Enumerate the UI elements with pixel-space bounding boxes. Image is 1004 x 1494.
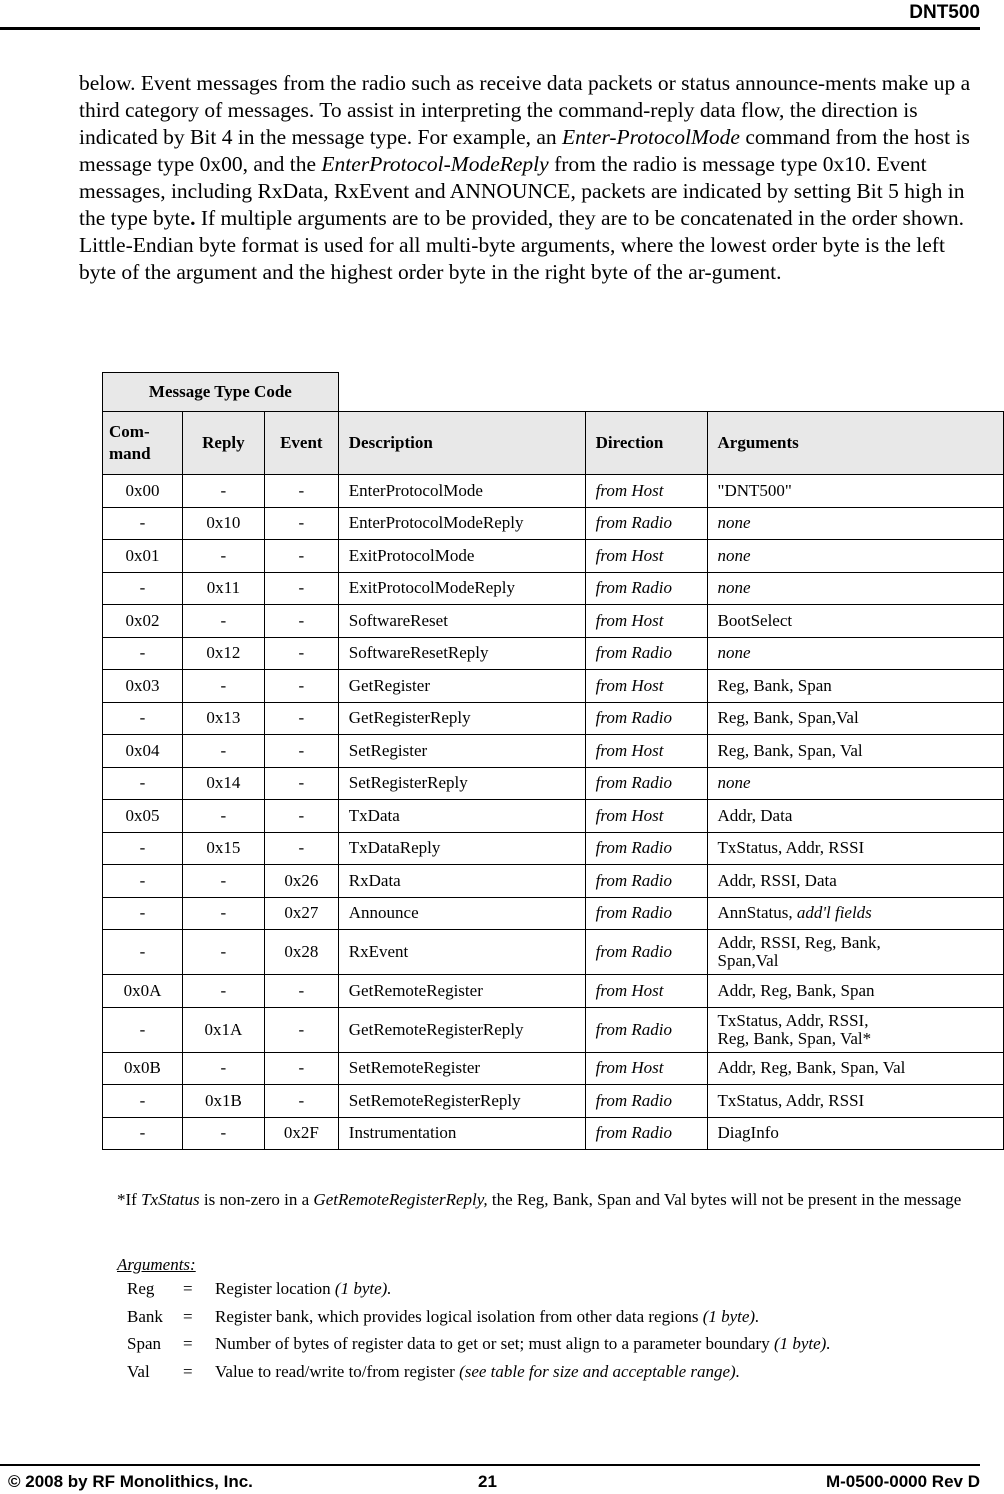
cell-command: - <box>103 702 183 735</box>
table-row <box>103 975 1004 1008</box>
cell-arguments: TxStatus, Addr, RSSI <box>707 1085 1003 1118</box>
cell-reply: - <box>182 975 264 1008</box>
cell-reply: - <box>182 1117 264 1150</box>
cell-direction: from Radio <box>585 507 707 540</box>
footer-divider <box>0 1464 980 1466</box>
cell-arguments: none <box>707 637 1003 670</box>
argument-row <box>117 1307 831 1335</box>
cell-description: EnterProtocolMode <box>338 475 585 508</box>
cell-reply: - <box>182 897 264 930</box>
argument-key: Span <box>127 1334 161 1353</box>
cell-event: - <box>264 572 338 605</box>
intro-text-2: command from the host is message type 0x00, and the <box>79 125 970 176</box>
col-arguments-header: Arguments <box>707 412 1003 475</box>
cell-description: GetRemoteRegister <box>338 975 585 1008</box>
cell-description: ExitProtocolModeReply <box>338 572 585 605</box>
cell-command: 0x00 <box>103 475 183 508</box>
cell-direction: from Host <box>585 735 707 768</box>
header-divider <box>0 27 980 30</box>
cell-event: - <box>264 975 338 1008</box>
cell-event: 0x28 <box>264 930 338 975</box>
argument-row <box>117 1334 831 1362</box>
cell-command: - <box>103 930 183 975</box>
cell-command: 0x02 <box>103 605 183 638</box>
footer-copyright: © 2008 by RF Monolithics, Inc. <box>8 1472 253 1491</box>
cell-description: SoftwareReset <box>338 605 585 638</box>
cell-direction: from Host <box>585 540 707 573</box>
cell-direction: from Host <box>585 670 707 703</box>
cell-description: Announce <box>338 897 585 930</box>
intro-text-1: below. Event messages from the radio such as receive data packets or status announce-ments make up a third category of messages. To assist in interpreting the command-reply data flow, the direction is indicated by Bit 4 in the message type. For example, an <box>79 71 971 149</box>
intro-bold-dot: . <box>190 206 196 230</box>
cell-arguments: none <box>707 572 1003 605</box>
intro-text-4: If multiple arguments are to be provided, they are to be concatenated in the order shown. Little-Endian byte format is used for all multi-byte arguments, where the lowest order byte is the left byte of the argument and the highest order byte in the right byte of the ar-gument. <box>79 206 964 284</box>
document-title: DNT500 <box>909 2 980 23</box>
cell-reply: 0x13 <box>182 702 264 735</box>
cell-description: EnterProtocolModeReply <box>338 507 585 540</box>
argument-row <box>117 1362 831 1390</box>
cell-reply: 0x15 <box>182 832 264 865</box>
cell-reply: 0x12 <box>182 637 264 670</box>
table-row <box>103 865 1004 898</box>
argument-description: Register bank, which provides logical isolation from other data regions (1 byte). <box>215 1306 760 1326</box>
cell-reply: - <box>182 1052 264 1085</box>
cell-description: GetRegister <box>338 670 585 703</box>
cell-reply: - <box>182 670 264 703</box>
table-row <box>103 1117 1004 1150</box>
argument-row <box>117 1279 831 1307</box>
cell-command: - <box>103 1007 183 1052</box>
cell-event: - <box>264 1007 338 1052</box>
cell-direction: from Radio <box>585 572 707 605</box>
argument-equals: = <box>183 1279 193 1298</box>
col-event-header: Event <box>264 412 338 475</box>
intro-paragraph <box>79 70 979 286</box>
cell-command: 0x05 <box>103 800 183 833</box>
cell-reply: - <box>182 735 264 768</box>
cell-command: - <box>103 865 183 898</box>
cell-reply: 0x1A <box>182 1007 264 1052</box>
cell-reply: - <box>182 800 264 833</box>
table-row <box>103 572 1004 605</box>
cell-command: - <box>103 637 183 670</box>
table-row <box>103 1052 1004 1085</box>
cell-description: TxData <box>338 800 585 833</box>
cell-direction: from Radio <box>585 865 707 898</box>
cell-direction: from Host <box>585 975 707 1008</box>
cell-event: - <box>264 507 338 540</box>
argument-key: Reg <box>127 1279 155 1298</box>
col-direction-header: Direction <box>585 412 707 475</box>
cell-reply: - <box>182 475 264 508</box>
table-row <box>103 832 1004 865</box>
cell-direction: from Radio <box>585 1007 707 1052</box>
cell-arguments: none <box>707 540 1003 573</box>
cell-direction: from Radio <box>585 832 707 865</box>
cell-direction: from Host <box>585 800 707 833</box>
cell-direction: from Radio <box>585 767 707 800</box>
cell-arguments: Addr, RSSI, Data <box>707 865 1003 898</box>
argument-key: Val <box>127 1361 150 1381</box>
cell-arguments: Reg, Bank, Span,Val <box>707 702 1003 735</box>
footnote-em-1: TxStatus <box>141 1190 200 1209</box>
argument-key: Bank <box>127 1306 163 1326</box>
cell-description: SetRemoteRegister <box>338 1052 585 1085</box>
argument-description: Value to read/write to/from register (see table for size and acceptable range). <box>215 1361 740 1381</box>
cell-direction: from Radio <box>585 637 707 670</box>
argument-equals: = <box>183 1361 193 1381</box>
table-row <box>103 767 1004 800</box>
cell-reply: 0x14 <box>182 767 264 800</box>
cell-description: SetRegister <box>338 735 585 768</box>
cell-arguments: Addr, RSSI, Reg, Bank, Span,Val <box>707 930 1003 975</box>
footer-doc-number: M-0500-0000 Rev D <box>825 1472 980 1491</box>
argument-description: Register location (1 byte). <box>215 1279 392 1298</box>
cell-arguments: Addr, Reg, Bank, Span <box>707 975 1003 1008</box>
footnote-em-2: GetRemoteRegisterReply, <box>313 1190 488 1209</box>
table-row <box>103 735 1004 768</box>
cell-reply: - <box>182 605 264 638</box>
cell-event: - <box>264 475 338 508</box>
cell-event: 0x26 <box>264 865 338 898</box>
cell-command: 0x0A <box>103 975 183 1008</box>
message-type-code-header: Message Type Code <box>103 373 339 412</box>
cell-event: 0x2F <box>264 1117 338 1150</box>
cell-description: GetRegisterReply <box>338 702 585 735</box>
cell-command: 0x04 <box>103 735 183 768</box>
cell-description: ExitProtocolMode <box>338 540 585 573</box>
argument-description: Number of bytes of register data to get or set; must align to a parameter boundary (1 byte). <box>215 1334 831 1353</box>
cell-arguments: Addr, Data <box>707 800 1003 833</box>
cell-description: SetRegisterReply <box>338 767 585 800</box>
cell-description: RxEvent <box>338 930 585 975</box>
col-description-header: Description <box>338 412 585 475</box>
arguments-heading: Arguments: <box>117 1255 196 1274</box>
cell-arguments-italic: add'l fields <box>796 903 872 923</box>
cell-event: - <box>264 800 338 833</box>
table-row <box>103 507 1004 540</box>
cell-event: - <box>264 540 338 573</box>
cell-event: - <box>264 767 338 800</box>
cell-command: - <box>103 572 183 605</box>
cell-description: TxDataReply <box>338 832 585 865</box>
table-body <box>103 475 1004 1150</box>
table-footnote <box>117 1188 977 1212</box>
cell-reply: - <box>182 865 264 898</box>
header-spacer <box>338 373 1003 412</box>
cell-command: - <box>103 897 183 930</box>
cell-event: 0x27 <box>264 897 338 930</box>
cell-arguments: none <box>707 507 1003 540</box>
intro-em-2: EnterProtocol-ModeReply <box>321 152 549 176</box>
cell-arguments: Reg, Bank, Span, Val <box>707 735 1003 768</box>
cell-event: - <box>264 605 338 638</box>
argument-equals: = <box>183 1334 193 1353</box>
arguments-list <box>117 1279 831 1389</box>
cell-direction: from Host <box>585 475 707 508</box>
cell-direction: from Radio <box>585 702 707 735</box>
cell-event: - <box>264 1052 338 1085</box>
footer-page-number: 21 <box>478 1472 497 1491</box>
table-row <box>103 670 1004 703</box>
cell-direction: from Host <box>585 1052 707 1085</box>
footnote-mid: is non-zero in a <box>199 1190 314 1209</box>
message-type-table <box>102 372 1004 1150</box>
cell-event: - <box>264 637 338 670</box>
cell-description: GetRemoteRegisterReply <box>338 1007 585 1052</box>
cell-command: - <box>103 832 183 865</box>
table-row <box>103 475 1004 508</box>
cell-arguments: "DNT500" <box>707 475 1003 508</box>
cell-arguments: Addr, Reg, Bank, Span, Val <box>707 1052 1003 1085</box>
table-row <box>103 1085 1004 1118</box>
cell-reply: 0x10 <box>182 507 264 540</box>
cell-description: Instrumentation <box>338 1117 585 1150</box>
footnote-prefix: *If <box>117 1190 142 1209</box>
cell-direction: from Radio <box>585 1085 707 1118</box>
cell-arguments: AnnStatus, add'l fields <box>707 897 1003 930</box>
argument-equals: = <box>183 1306 193 1326</box>
table-row <box>103 930 1004 975</box>
cell-command: 0x01 <box>103 540 183 573</box>
intro-text-3: from the radio is message type 0x10. Event messages, including RxData, RxEvent and ANNOUNCE, packets are indicated by setting Bit 5 high in the type byte <box>79 152 965 230</box>
cell-arguments: TxStatus, Addr, RSSI <box>707 832 1003 865</box>
table-row <box>103 897 1004 930</box>
footnote-suffix: the Reg, Bank, Span and Val bytes will not be present in the message <box>487 1190 962 1209</box>
cell-description: SetRemoteRegisterReply <box>338 1085 585 1118</box>
cell-arguments: DiagInfo <box>707 1117 1003 1150</box>
cell-reply: - <box>182 930 264 975</box>
cell-event: - <box>264 670 338 703</box>
cell-reply: 0x1B <box>182 1085 264 1118</box>
cell-event: - <box>264 735 338 768</box>
cell-description: SoftwareResetReply <box>338 637 585 670</box>
cell-direction: from Radio <box>585 897 707 930</box>
col-command-header: Com-mand <box>103 412 183 475</box>
cell-reply: 0x11 <box>182 572 264 605</box>
cell-description: RxData <box>338 865 585 898</box>
cell-command: - <box>103 1085 183 1118</box>
cell-command: 0x03 <box>103 670 183 703</box>
cell-command: 0x0B <box>103 1052 183 1085</box>
cell-arguments: BootSelect <box>707 605 1003 638</box>
cell-direction: from Radio <box>585 1117 707 1150</box>
table-row <box>103 637 1004 670</box>
table-row <box>103 605 1004 638</box>
cell-event: - <box>264 832 338 865</box>
table-row <box>103 1007 1004 1052</box>
cell-event: - <box>264 1085 338 1118</box>
table-row <box>103 800 1004 833</box>
table-row <box>103 540 1004 573</box>
cell-arguments: TxStatus, Addr, RSSI, Reg, Bank, Span, Val* <box>707 1007 1003 1052</box>
col-reply-header: Reply <box>182 412 264 475</box>
intro-em-1: Enter-ProtocolMode <box>562 125 740 149</box>
arguments-legend <box>117 1255 831 1389</box>
cell-direction: from Host <box>585 605 707 638</box>
cell-event: - <box>264 702 338 735</box>
cell-command: - <box>103 767 183 800</box>
cell-command: - <box>103 507 183 540</box>
cell-arguments: Reg, Bank, Span <box>707 670 1003 703</box>
table-row <box>103 702 1004 735</box>
cell-arguments: none <box>707 767 1003 800</box>
cell-direction: from Radio <box>585 930 707 975</box>
cell-reply: - <box>182 540 264 573</box>
cell-command: - <box>103 1117 183 1150</box>
